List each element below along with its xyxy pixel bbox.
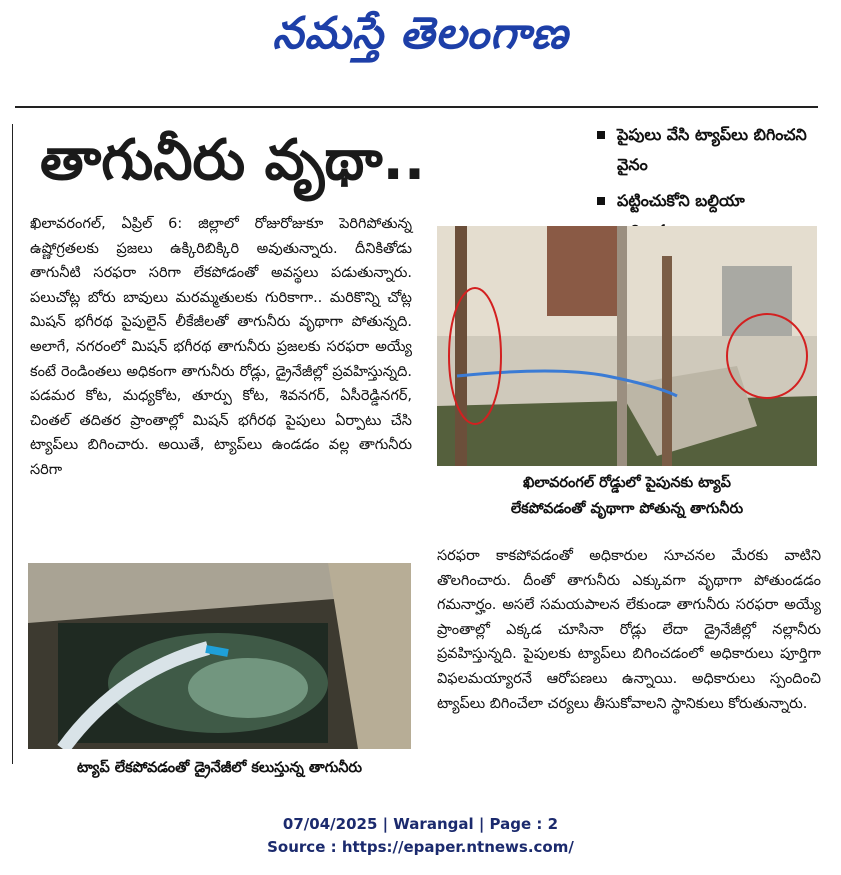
- article-body-right: సరఫరా కాకపోవడంతో అధికారుల సూచనల మేరకు వాటిని తొలగించారు. దీంతో తాగునీరు ఎక్కువగా వృథాగా పోతుండడం గమనార్హం. అసలే సమయపాలన లేకుండా తాగునీరు సరఫరా అయ్యే ప్రాంతాల్లో ఎక్కడ చూసినా రోడ్లు లేదా డ్రైనేజీల్లో నల్లానీరు ప్రవహిస్తున్నది. పైపులకు ట్యాప్‌లు బిగించడంలో అధికారులు పూర్తిగా విఫలమయ్యారనే ఆరోపణలు ఉన్నాయి. అధికారులు స్పందించి ట్యాప్‌లు బిగించేలా చర్యలు తీసుకోవాలని స్థానికులు కోరుతున్నారు.: [437, 548, 821, 712]
- highlight-item: పైపులు వేసి ట్యాప్‌లు బిగించని వైనం: [597, 120, 827, 180]
- bullet-square-icon: [597, 131, 605, 139]
- article-headline: తాగునీరు వృథా..: [40, 128, 426, 193]
- article-body-left: ఖిలావరంగల్, ఏప్రిల్ 6: జిల్లాలో రోజురోజుకూ పెరిగిపోతున్న ఉష్ణోగ్రతలకు ప్రజలు ఉక్కిరిబిక్కిరి అవుతున్నారు. దీనికితోడు తాగునీటి సరఫరా సరిగా లేకపోడంతో అవస్థలు పడుతున్నారు. పలుచోట్ల బోరు బావులు మరమ్మతులకు గురికాగా.. మరికొన్ని చోట్ల మిషన్ భగీరథ పైపులైన్ లీకేజీలతో తాగునీరు వృథాగా పోతున్నది. అలాగే, నగరంలో మిషన్ భగీరథ తాగునీరు ప్రజలకు సరఫరా అయ్యే కంటే రెండింతలు అధికంగా తాగునీరు రోడ్లు, డ్రైనేజీల్లో ప్రవహిస్తున్నది. పడమర కోట, మధ్యకోట, తూర్పు కోట, శివనగర్, ఏసీరెడ్డినగర్, చింతల్ తదితర ప్రాంతాల్లో మిషన్ భగీరథ పైపులు ఏర్పాటు చేసి ట్యాప్‌లు బిగించారు. అయితే, ట్యాప్‌లు ఉండడం వల్ల తాగునీరు సరిగా: [30, 216, 412, 478]
- photo-caption-2: ట్యాప్ లేకపోవడంతో డ్రైనేజీలో కలుస్తున్న తాగునీరు: [76, 760, 363, 776]
- masthead: [0, 0, 841, 70]
- photo-drainage-water: [28, 563, 411, 749]
- highlight-item: పట్టించుకోని బల్దియా: [597, 186, 827, 246]
- photo-pipeline-road: [437, 226, 817, 466]
- masthead-divider: [15, 106, 818, 108]
- edition-info: 07/04/2025 | Warangal | Page : 2: [282, 815, 559, 833]
- column-divider: [12, 124, 13, 764]
- newspaper-logo: నమస్తే తెలంగాణ: [272, 8, 569, 59]
- photo-caption-1: ఖిలావరంగల్ రోడ్డులో పైపునకు ట్యాప్ లేకపోవడంతో వృథాగా పోతున్న తాగునీరు: [510, 475, 744, 517]
- bullet-square-icon: [597, 197, 605, 205]
- source-link[interactable]: Source : https://epaper.ntnews.com/: [267, 838, 574, 856]
